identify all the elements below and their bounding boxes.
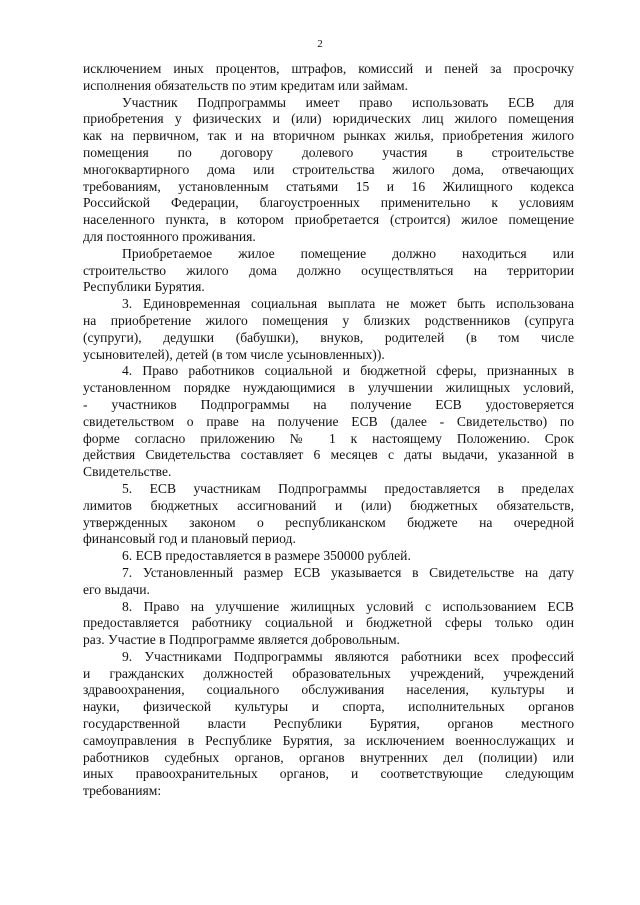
text-line: финансовый год и плановый период. [83,531,296,547]
document-body [83,61,574,800]
text-line: иных правоохранительных органов, и соответствующие следующим [83,766,574,782]
text-line: требованиям: [83,783,162,799]
text-line: 6. ЕСВ предоставляется в размере 350000 рублей. [122,548,411,564]
text-line: и гражданских должностей образовательных учреждений, учреждений [83,665,574,681]
text-line: свидетельством о праве на получение ЕСВ (далее - Свидетельство) по [83,413,574,429]
text-line: Республики Бурятия. [83,279,205,295]
text-line: Российской Федерации, благоустроенных применительно к условиям [83,195,574,211]
text-line: лимитов бюджетных ассигнований и (или) бюджетных обязательств, [83,497,574,513]
text-line: исполнения обязательств по этим кредитам или займам. [83,77,408,93]
text-line: строительство жилого дома должно осуществляться на территории [83,262,574,278]
text-line: усыновителей), детей (в том числе усыновленных)). [83,346,385,362]
text-line: раз. Участие в Подпрограмме является добровольным. [83,632,400,648]
text-line: утвержденных законом о республиканском бюджете на очередной [83,514,574,530]
text-line: государственной власти Республики Бурятия, органов местного [83,716,574,732]
text-line: - участников Подпрограммы на получение ЕСВ удостоверяется [83,396,574,412]
text-line: многоквартирного дома или строительства жилого дома, отвечающих [83,161,574,177]
page-number: 2 [317,38,323,50]
text-line: 9. Участниками Подпрограммы являются работники всех профессий [122,648,574,664]
text-line: (супруги), дедушки (бабушки), внуков, родителей (в том числе [83,329,574,345]
text-line: 5. ЕСВ участникам Подпрограммы предоставляется в пределах [122,480,574,496]
text-line: работников судебных органов, органов внутренних дел (полиции) или [83,749,574,765]
text-line: Участник Подпрограммы имеет право использовать ЕСВ для [122,94,574,110]
text-line: Приобретаемое жилое помещение должно находиться или [122,245,574,261]
text-line: требованиям, установленным статьями 15 и 16 Жилищного кодекса [83,178,574,194]
text-line: исключением иных процентов, штрафов, комиссий и пеней за просрочку [83,61,574,76]
text-line: как на первичном, так и на вторичном рынках жилья, приобретения жилого [83,128,574,144]
text-line: помещения по договору долевого участия в строительстве [83,144,574,160]
text-line: 3. Единовременная социальная выплата не может быть использована [122,296,574,312]
text-line: предоставляется работнику социальной и бюджетной сферы только один [83,615,574,631]
text-line: для постоянного проживания. [83,228,256,244]
text-line: действия Свидетельства составляет 6 месяцев с даты выдачи, указанной в [83,447,574,463]
text-line: форме согласно приложению № 1 к настоящему Положению. Срок [83,430,574,446]
text-line: науки, физической культуры и спорта, исполнительных органов [83,699,574,715]
text-line: здравоохранения, социального обслуживания населения, культуры и [83,682,574,698]
text-line: 4. Право работников социальной и бюджетной сферы, признанных в [122,363,574,379]
text-line: на приобретение жилого помещения у близких родственников (супруга [83,312,574,328]
text-line: 7. Установленный размер ЕСВ указывается в Свидетельстве на дату [122,564,574,580]
text-line: приобретения у физических и (или) юридических лиц жилого помещения [83,111,574,127]
text-line: его выдачи. [83,581,150,597]
text-line: 8. Право на улучшение жилищных условий с использованием ЕСВ [122,598,574,614]
text-line: населенного пункта, в котором приобретается (строится) жилое помещение [83,212,574,228]
text-line: установленном порядке нуждающимися в улучшении жилищных условий, [83,380,574,396]
text-line: Свидетельстве. [83,464,172,480]
text-line: самоуправления в Республике Бурятия, за исключением военнослужащих и [83,732,574,748]
